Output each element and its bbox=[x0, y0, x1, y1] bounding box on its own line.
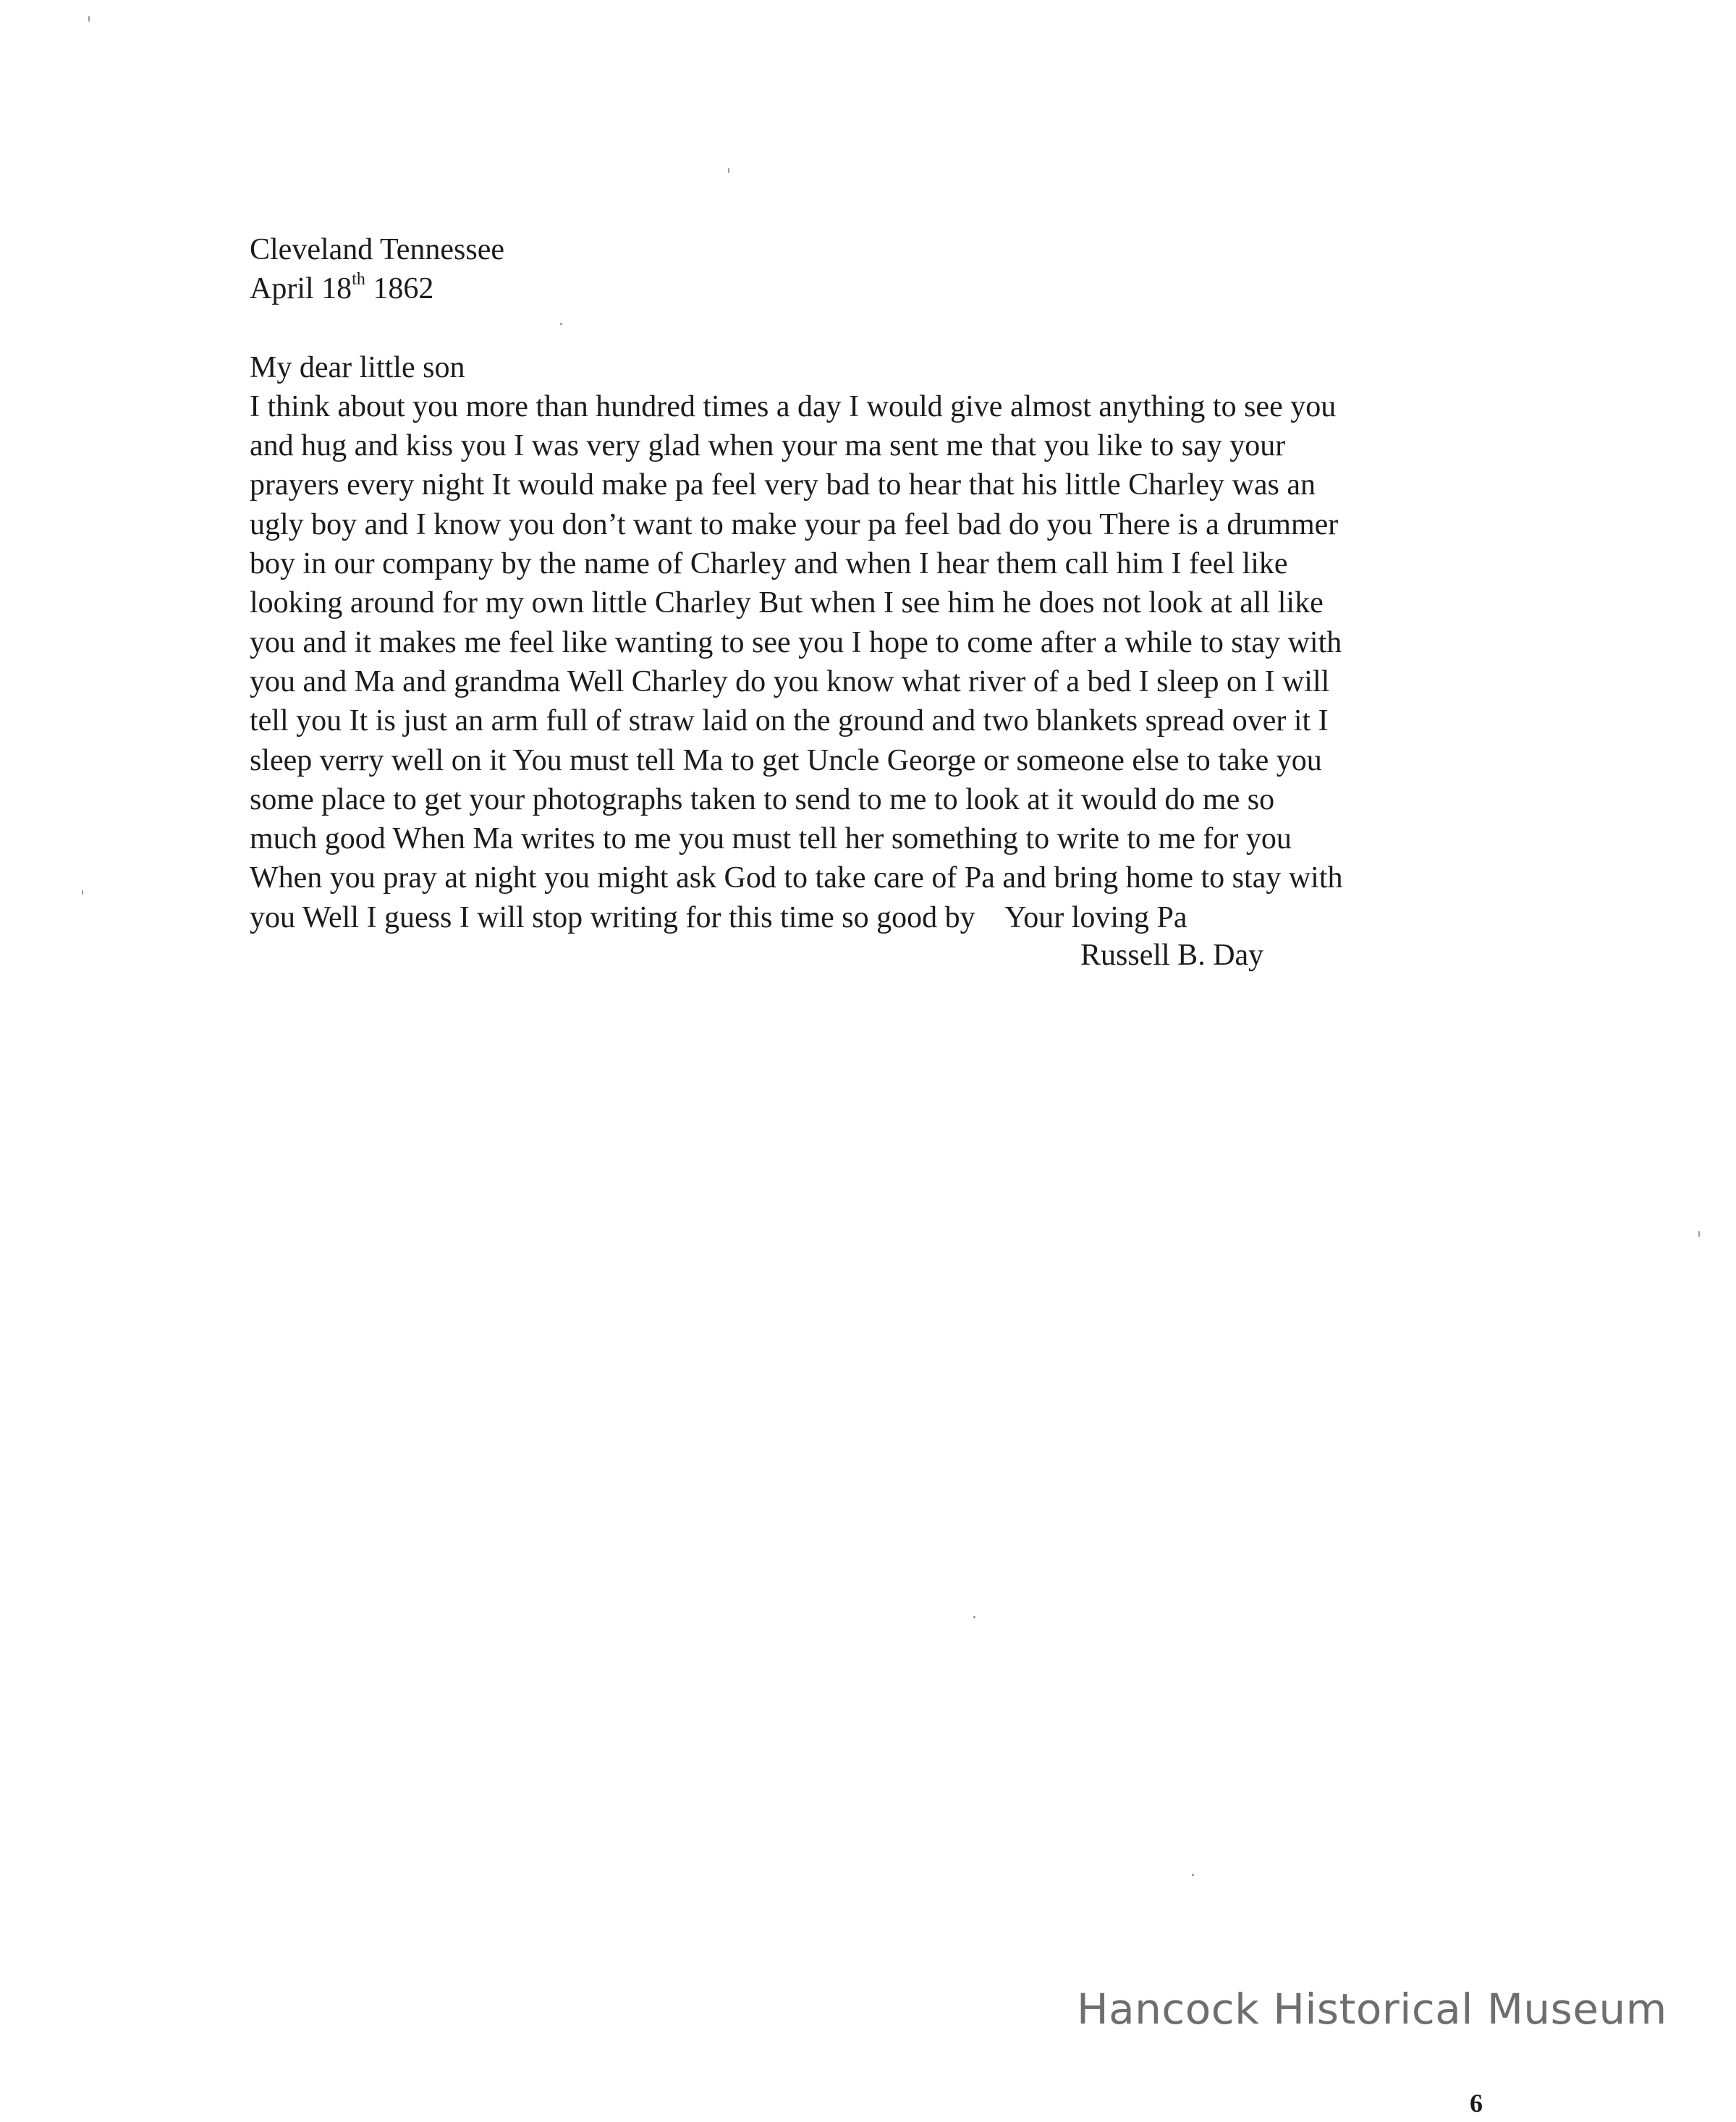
scan-speck bbox=[1192, 1874, 1194, 1876]
scan-speck bbox=[82, 890, 83, 895]
letter-line: tell you It is just an arm full of straw laid on the ground and two blankets spread over it I bbox=[250, 704, 1329, 738]
letter-body bbox=[250, 230, 1567, 937]
signature: Russell B. Day bbox=[1080, 939, 1264, 972]
letter-line: some place to get your photographs taken to send to me to look at it would do me so bbox=[250, 782, 1275, 816]
date-prefix: April 18 bbox=[250, 272, 352, 306]
spacer bbox=[250, 309, 1567, 348]
letter-line: ugly boy and I know you don’t want to make your pa feel bad do you There is a drummer bbox=[250, 507, 1339, 541]
letter-line: looking around for my own little Charley But when I see him he does not look at all like bbox=[250, 586, 1324, 620]
letter-line: much good When Ma writes to me you must tell her something to write to me for you bbox=[250, 822, 1292, 856]
date-year: 1862 bbox=[365, 272, 434, 306]
letter-line: you and Ma and grandma Well Charley do you know what river of a bed I sleep on I will bbox=[250, 664, 1330, 698]
letter-line: boy in our company by the name of Charley and when I hear them call him I feel like bbox=[250, 547, 1288, 581]
scan-speck bbox=[1698, 1231, 1700, 1237]
letter-line: you and it makes me feel like wanting to see you I hope to come after a while to stay with bbox=[250, 625, 1342, 659]
letter-line: sleep verry well on it You must tell Ma to get Uncle George or someone else to take you bbox=[250, 743, 1322, 777]
letter-date bbox=[250, 269, 1567, 308]
scan-speck bbox=[728, 168, 729, 173]
letter-line-closing: you Well I guess I will stop writing for this time so good by Your loving Pa bbox=[250, 900, 1187, 934]
date-suffix: th bbox=[352, 270, 365, 289]
scan-speck bbox=[560, 323, 562, 325]
letter-line: and hug and kiss you I was very glad when your ma sent me that you like to say your bbox=[250, 429, 1286, 463]
letter-place: Cleveland Tennessee bbox=[250, 233, 504, 266]
museum-watermark: Hancock Historical Museum bbox=[1077, 1984, 1667, 2034]
letter-line: prayers every night It would make pa feel very bad to hear that his little Charley was an bbox=[250, 468, 1316, 502]
letter-line: I think about you more than hundred times a day I would give almost anything to see you bbox=[250, 389, 1337, 423]
scan-speck bbox=[88, 16, 90, 22]
salutation: My dear little son bbox=[250, 350, 465, 384]
scan-speck bbox=[973, 1616, 975, 1618]
page-number: 6 bbox=[1470, 2089, 1483, 2118]
letter-line: When you pray at night you might ask God to take care of Pa and bring home to stay with bbox=[250, 861, 1343, 895]
